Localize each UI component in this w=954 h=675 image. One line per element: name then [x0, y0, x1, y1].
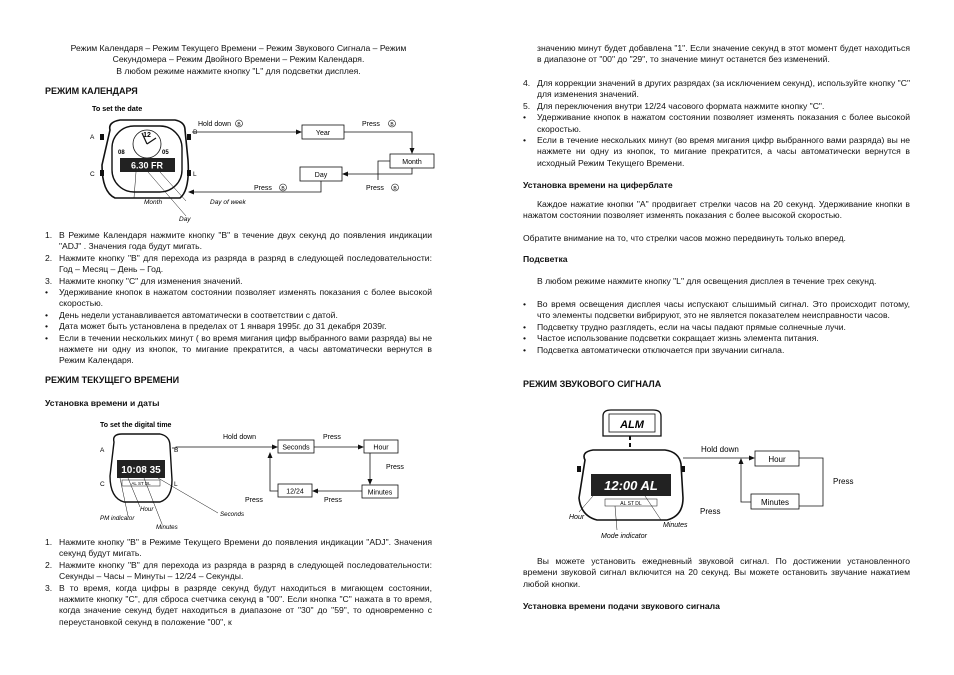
- alarm-subheading: Установка времени подачи звукового сигнала: [523, 601, 720, 611]
- label-hour: Hour: [140, 506, 154, 513]
- list-item: 1. Нажмите кнопку "B" в Режиме Текущего Времени до появления индикации "ADJ". Значения секунд будут мигать.: [45, 537, 432, 559]
- press-label: Press: [254, 185, 272, 192]
- hold-down-label: Hold down: [701, 445, 739, 454]
- button-a-label: A: [100, 447, 105, 454]
- alarm-text: Вы можете установить ежедневный звуковой сигнал. По достижении установленного времени звуковой сигнал включится на 20 секунд. Вы можете остановить звучание нажатием любой кнопки.: [523, 556, 910, 589]
- flow-box-1224: 12/24: [286, 488, 304, 496]
- lcd-small: AL ST DL: [131, 481, 151, 486]
- list-item: 4. Для коррекции значений в других разрядах (за исключением секунд), используйте кнопку "C" для изменения значений.: [523, 78, 910, 100]
- list-item: 1. В Режиме Календаря нажмите кнопку "B" в течение двух секунд до появления индикации "ADJ" . Значения года будут мигать.: [45, 230, 432, 252]
- alarm-diagram: [565, 406, 895, 540]
- svg-text:B: B: [237, 121, 241, 128]
- press-label: Press: [386, 464, 404, 471]
- lcd-main: 6.30 FR: [130, 160, 164, 171]
- calendar-heading: РЕЖИМ КАЛЕНДАРЯ: [45, 86, 138, 96]
- list-item: • Если в течении нескольких минут ( во время мигания цифр выбранного вами разряда) вы не нажмете ни одну из кнопок, то мигание прекратится, а часы автоматически вернутся в Режим Календаря.: [45, 332, 432, 366]
- flow-box-year: Year: [315, 130, 331, 137]
- button-b-label: B: [193, 129, 198, 136]
- press-label: Press: [245, 497, 263, 504]
- lcd-small: AL ST DL: [620, 501, 642, 507]
- calendar-steps: [45, 230, 432, 367]
- label-month: Month: [144, 199, 163, 206]
- alarm-heading: РЕЖИМ ЗВУКОВОГО СИГНАЛА: [523, 379, 662, 389]
- svg-text:B: B: [393, 185, 397, 192]
- flow-box-month: Month: [402, 159, 422, 166]
- flow-box-day: Day: [314, 172, 328, 179]
- label-seconds: Seconds: [220, 511, 245, 518]
- list-item: • День недели устанавливается автоматически в соответствии с датой.: [45, 309, 338, 320]
- lcd-left: 08: [118, 150, 125, 156]
- calendar-diagram-title: To set the date: [92, 104, 143, 113]
- label-minutes: Minutes: [663, 522, 688, 529]
- time-heading: РЕЖИМ ТЕКУЩЕГО ВРЕМЕНИ: [45, 375, 180, 385]
- intro-text: [45, 43, 432, 77]
- light-heading: Подсветка: [523, 254, 568, 264]
- list-item: • Во время освещения дисплея часы испускают слышимый сигнал. Это происходит потому, что элементы подсветки вибрируют, это не является показателем неисправности часов.: [523, 299, 910, 321]
- press-label: Press: [324, 497, 342, 504]
- time-steps: [45, 537, 432, 628]
- intro-line: Секундомера – Режим Двойного Времени – Режим Календаря.: [112, 54, 365, 65]
- flow-box-seconds: Seconds: [282, 444, 310, 452]
- flow-box-minutes: Minutes: [760, 498, 790, 507]
- watch-illustration: [100, 120, 191, 198]
- light-text: В любом режиме нажмите кнопку "L" для освещения дисплея в течение трех секунд.: [537, 276, 877, 286]
- hold-down-label: Hold down: [223, 434, 257, 441]
- list-item: • Подсветку трудно разглядеть, если на часы падают прямые солнечные лучи.: [523, 321, 846, 332]
- button-c-label: C: [90, 171, 95, 178]
- svg-text:B: B: [281, 185, 285, 192]
- flow-box-hour: Hour: [373, 444, 389, 452]
- list-item: • Удерживание кнопок в нажатом состоянии позволяет изменять показания с более высокой скоростью.: [523, 112, 910, 134]
- light-notes: [523, 299, 910, 356]
- list-item: • Частое использование подсветки сокращает жизнь элемента питания.: [523, 333, 819, 344]
- list-item: 2. Нажмите кнопку "B" для перехода из разряда в разряд в следующей последовательности: Секунды – Часы – Минуты – 12/24 – Секунды.: [45, 559, 432, 582]
- button-l-label: L: [174, 481, 178, 488]
- label-pm-indicator: PM indicator: [100, 515, 135, 522]
- dial-heading: Установка времени на циферблате: [523, 180, 673, 190]
- time-steps-continued: [523, 78, 910, 169]
- label-mode-indicator: Mode indicator: [601, 533, 647, 540]
- list-item: • Если в течение нескольких минут (во время мигания цифр выбранного вами разряда) вы не нажмете ни одну из кнопок, то мигание прекратится, а часы автоматически вернутся в исходный Режим Текущего Времени.: [523, 135, 910, 168]
- flow-box-minutes: Minutes: [367, 489, 393, 497]
- lcd-main: 12:00 AL: [604, 478, 658, 493]
- press-label: Press: [323, 434, 341, 441]
- press-label: Press: [366, 185, 384, 192]
- list-item: • Дата может быть установлена в пределах от 1 января 1995г. до 31 декабря 2039г.: [45, 321, 387, 332]
- list-item: 2. Нажмите кнопку "B" для перехода из разряда в разряд в следующей последовательности: Год – Месяц – День – Год.: [45, 252, 432, 275]
- list-item: 3. В то время, когда цифры в разряде секунд будут находиться в мигающем состоянии, нажмите кнопку "C", для сброса счетчика секунд в "00". Если кнопка "C" нажата в то время, когда значение секунд будет находиться в диапазоне от "30" до "59", то одновременно с переустановкой секунд в положение "00", к: [45, 582, 432, 627]
- svg-text:B: B: [390, 121, 394, 128]
- label-hour: Hour: [569, 514, 585, 521]
- list-item: 3. Нажмите кнопку "C" для изменения значений.: [45, 275, 243, 286]
- intro-line: Режим Календаря – Режим Текущего Времени – Режим Звукового Сигнала – Режим: [70, 43, 407, 53]
- button-b-label: B: [174, 447, 179, 454]
- time-diagram-title: To set the digital time: [100, 422, 172, 429]
- lcd-main: 10:08 35: [121, 465, 161, 476]
- press-label: Press: [833, 477, 854, 486]
- flow-box-hour: Hour: [768, 455, 786, 464]
- dial-text: Каждое нажатие кнопки "A" продвигает стрелки часов на 20 секунд. Удерживание кнопки в нажатом состоянии позволяет изменять показания с более высокой скоростью.: [523, 199, 910, 221]
- lcd-top: ALM: [620, 419, 644, 431]
- press-label: Press: [700, 507, 721, 516]
- time-diagram: [100, 416, 404, 531]
- list-item: • Удерживание кнопок в нажатом состоянии позволяет изменять показания с более высокой скоростью.: [45, 287, 432, 309]
- dial-note: Обратите внимание на то, что стрелки часов можно передвинуть только вперед.: [523, 233, 846, 243]
- label-day-of-week: Day of week: [210, 199, 246, 206]
- time-subheading: Установка времени и даты: [45, 398, 160, 408]
- label-day: Day: [179, 216, 191, 223]
- intro-line: В любом режиме нажмите кнопку "L" для подсветки дисплея.: [116, 65, 361, 76]
- list-item: • Подсветка автоматически отключается при звучании сигнала.: [523, 344, 785, 355]
- lcd-right: 05: [162, 150, 169, 156]
- button-c-label: C: [100, 481, 105, 488]
- press-label: Press: [362, 121, 380, 128]
- calendar-diagram: [90, 100, 420, 225]
- lcd-top: 12: [143, 132, 151, 139]
- list-item: 5. Для переключения внутри 12/24 часового формата нажмите кнопку "C".: [523, 100, 825, 111]
- button-a-label: A: [90, 134, 95, 141]
- button-l-label: L: [193, 171, 197, 178]
- continued-text: значению минут будет добавлена "1". Если значение секунд в этот момент будет находиться в диапазоне от "00" до "29", то значение минут останется без изменений.: [537, 43, 910, 65]
- label-minutes: Minutes: [156, 524, 178, 531]
- hold-down-label: Hold down: [198, 121, 232, 128]
